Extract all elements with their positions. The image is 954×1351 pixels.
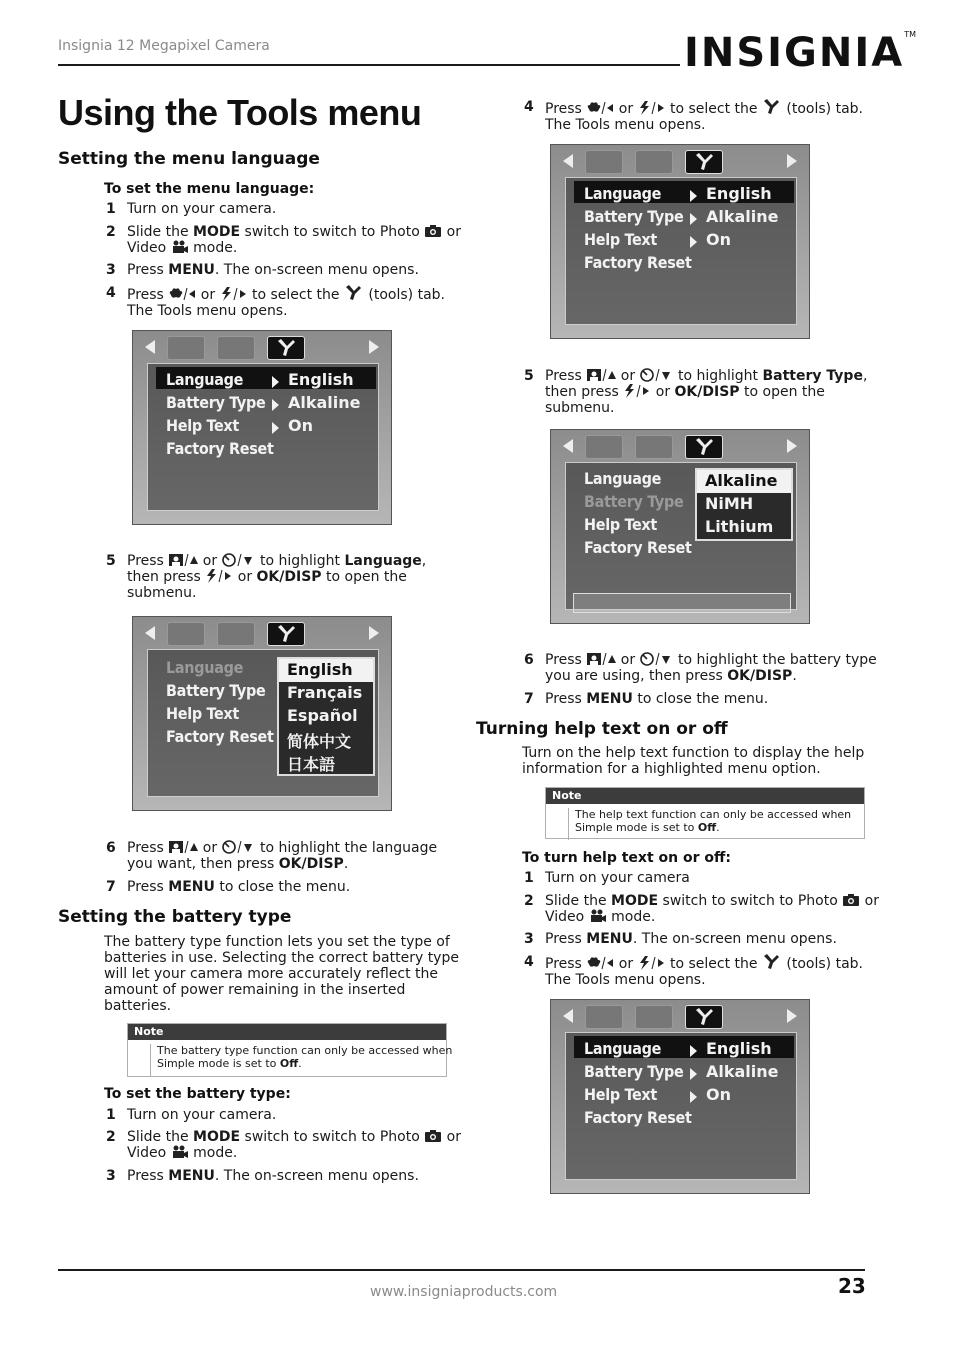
t: to highlight the battery type xyxy=(673,652,877,668)
step-text xyxy=(545,99,863,133)
menu-item-language: Language xyxy=(584,184,662,203)
battery-note xyxy=(127,1023,453,1077)
t: . The on-screen menu opens. xyxy=(214,262,419,278)
t: Press xyxy=(127,287,169,303)
left-arrow-icon xyxy=(563,154,573,168)
step-number: 3 xyxy=(524,931,534,947)
arrow-icon xyxy=(690,1091,697,1103)
menu-panel xyxy=(565,1032,797,1180)
help-note xyxy=(545,787,865,839)
t: or xyxy=(614,101,638,117)
menu-label: MENU xyxy=(168,879,215,895)
tools-icon xyxy=(762,99,782,115)
note-text xyxy=(150,1044,452,1076)
t: Press xyxy=(545,652,587,668)
t: to open the xyxy=(739,384,825,400)
note-label: Note xyxy=(128,1024,446,1040)
t: Video xyxy=(545,909,589,925)
camera-icon xyxy=(424,1129,442,1143)
step-number: 5 xyxy=(524,368,534,384)
menu-tab-bar xyxy=(551,145,809,177)
menu-item-factory-reset: Factory Reset xyxy=(166,439,274,458)
step-text: Turn on your camera. xyxy=(127,1107,277,1123)
arrow-icon xyxy=(690,236,697,248)
step-text xyxy=(545,893,879,925)
note-text xyxy=(568,808,851,840)
tools-tab xyxy=(685,150,723,174)
tools-icon xyxy=(686,436,722,458)
t: The Tools menu opens. xyxy=(127,303,288,319)
t: or xyxy=(614,956,638,972)
step-number: 7 xyxy=(106,879,116,895)
scene-tab xyxy=(635,1005,673,1029)
header-rule xyxy=(58,64,680,66)
menu-tab-bar xyxy=(551,1000,809,1032)
video-camera-icon xyxy=(171,1145,189,1159)
insignia-logo xyxy=(684,30,916,76)
t: (tools) tab. xyxy=(781,956,864,972)
menu-item-help-text: Help Text xyxy=(584,230,657,249)
t: submenu. xyxy=(545,400,615,416)
option-lithium: Lithium xyxy=(705,517,774,536)
help-intro xyxy=(522,745,864,777)
step-text xyxy=(127,1129,461,1161)
timer-down-icon xyxy=(640,368,674,382)
t: or xyxy=(442,224,461,240)
scene-tab xyxy=(217,622,255,646)
flash-right-icon xyxy=(638,101,666,115)
menu-label: MENU xyxy=(586,931,633,947)
flower-left-icon xyxy=(168,287,196,301)
t: Slide the xyxy=(545,893,612,909)
t: Video xyxy=(127,240,171,256)
portrait-up-icon xyxy=(168,553,198,567)
t: Press xyxy=(545,956,587,972)
t: or xyxy=(233,569,257,585)
tools-menu-screen-1 xyxy=(132,330,392,525)
t: Press xyxy=(127,553,169,569)
t: to close the menu. xyxy=(632,691,769,707)
tools-icon xyxy=(762,954,782,970)
step-text xyxy=(127,224,461,256)
value-language: English xyxy=(288,370,354,389)
t: . xyxy=(792,668,797,684)
t: or xyxy=(860,893,879,909)
t: or xyxy=(198,553,222,569)
value-battery-type: Alkaline xyxy=(288,393,361,412)
portrait-up-icon xyxy=(586,368,616,382)
step-text xyxy=(127,553,426,601)
section-heading-language: Setting the menu language xyxy=(58,149,320,169)
menu-tab-bar xyxy=(551,430,809,462)
t: or xyxy=(198,840,222,856)
menu-item-language: Language xyxy=(584,469,662,488)
t: Press xyxy=(545,931,587,947)
t: . xyxy=(343,856,349,872)
tools-tab xyxy=(267,336,305,360)
t: Video xyxy=(127,1145,171,1161)
step-text xyxy=(545,368,867,416)
arrow-icon xyxy=(690,213,697,225)
mode-label: MODE xyxy=(193,224,241,240)
t: to highlight xyxy=(255,553,345,569)
tools-icon xyxy=(686,1006,722,1028)
option-espanol: Español xyxy=(287,706,358,725)
note-label: Note xyxy=(546,788,864,804)
menu-item-language: Language xyxy=(584,1039,662,1058)
t: The Tools menu opens. xyxy=(545,972,706,988)
step-number: 2 xyxy=(524,893,534,909)
t: you want, then press xyxy=(127,856,279,872)
timer-down-icon xyxy=(222,840,256,854)
tools-icon xyxy=(268,623,304,645)
battery-submenu xyxy=(695,468,793,541)
menu-label: MENU xyxy=(168,1168,215,1184)
language-submenu-screen xyxy=(132,616,392,811)
t: Press xyxy=(545,101,587,117)
menu-item-language: Language xyxy=(166,658,244,677)
ok-disp-label: OK/DISP xyxy=(256,569,322,585)
t: to select the xyxy=(665,101,762,117)
value-help-text: On xyxy=(288,416,313,435)
t: , xyxy=(862,368,868,384)
t: . The on-screen menu opens. xyxy=(214,1168,419,1184)
step-text: Turn on your camera. xyxy=(127,201,277,217)
step-text: Turn on your camera xyxy=(545,870,690,886)
step-number: 1 xyxy=(524,870,534,886)
step-text xyxy=(545,652,877,684)
value-battery-type: Alkaline xyxy=(706,207,779,226)
t: Press xyxy=(545,691,587,707)
menu-label: MENU xyxy=(168,262,215,278)
tools-menu-screen-2 xyxy=(550,144,810,339)
t: or xyxy=(616,368,640,384)
photo-tab xyxy=(585,1005,623,1029)
left-arrow-icon xyxy=(145,340,155,354)
menu-item-language: Language xyxy=(166,370,244,389)
t: . xyxy=(716,821,720,834)
step-number: 5 xyxy=(106,553,116,569)
page-number: 23 xyxy=(838,1274,866,1298)
step-text xyxy=(127,262,419,278)
value-battery-type: Alkaline xyxy=(706,1062,779,1081)
value-help-text: On xyxy=(706,1085,731,1104)
logo-trademark: TM xyxy=(904,30,916,39)
photo-tab xyxy=(167,336,205,360)
option-chinese: 简体中文 xyxy=(287,732,352,751)
step-number: 2 xyxy=(106,224,116,240)
menu-panel xyxy=(565,177,797,325)
left-arrow-icon xyxy=(563,439,573,453)
section-heading-help: Turning help text on or off xyxy=(476,719,728,739)
menu-item-battery-type: Battery Type xyxy=(584,1062,684,1081)
value-help-text: On xyxy=(706,230,731,249)
menu-item-factory-reset: Factory Reset xyxy=(584,1108,692,1127)
t: to select the xyxy=(247,287,344,303)
step-text xyxy=(127,879,350,895)
menu-item-help-text: Help Text xyxy=(584,1085,657,1104)
t: mode. xyxy=(606,909,656,925)
battery-type-term: Battery Type xyxy=(762,368,863,384)
arrow-icon xyxy=(272,422,279,434)
tools-icon xyxy=(268,337,304,359)
step-number: 3 xyxy=(106,262,116,278)
ok-disp-label: OK/DISP xyxy=(727,668,793,684)
procedure-heading-battery: To set the battery type: xyxy=(104,1086,291,1102)
scene-tab xyxy=(635,435,673,459)
menu-item-help-text: Help Text xyxy=(166,704,239,723)
menu-item-help-text: Help Text xyxy=(584,515,657,534)
t: submenu. xyxy=(127,585,197,601)
step-text xyxy=(127,285,445,319)
t: will let your camera more accurately reflect the xyxy=(104,966,438,982)
help-bar xyxy=(573,593,791,613)
menu-item-battery-type: Battery Type xyxy=(584,207,684,226)
flash-right-icon xyxy=(638,956,666,970)
option-nimh: NiMH xyxy=(705,494,754,513)
t: Press xyxy=(127,262,169,278)
flash-right-icon xyxy=(205,569,233,583)
t: The help text function can only be accessed when xyxy=(575,808,852,821)
t: then press xyxy=(127,569,206,585)
video-camera-icon xyxy=(171,240,189,254)
footer-rule xyxy=(58,1269,865,1271)
ok-disp-label: OK/DISP xyxy=(278,856,344,872)
step-number: 1 xyxy=(106,1107,116,1123)
option-japanese: 日本語 xyxy=(287,755,336,774)
tools-tab xyxy=(267,622,305,646)
right-arrow-icon xyxy=(787,1009,797,1023)
menu-label: MENU xyxy=(586,691,633,707)
camera-icon xyxy=(424,224,442,238)
t: The battery type function lets you set the type of xyxy=(104,934,450,950)
t: to select the xyxy=(665,956,762,972)
logo-text: INSIGNIA xyxy=(684,30,905,76)
menu-item-factory-reset: Factory Reset xyxy=(584,538,692,557)
step-number: 2 xyxy=(106,1129,116,1145)
off-label: Off xyxy=(697,821,717,834)
t: to close the menu. xyxy=(214,879,351,895)
flash-right-icon xyxy=(220,287,248,301)
running-header-title: Insignia 12 Megapixel Camera xyxy=(58,38,270,54)
step-text xyxy=(127,840,437,872)
scene-tab xyxy=(635,150,673,174)
mode-label: MODE xyxy=(611,893,659,909)
t: Simple mode is set to xyxy=(157,1057,280,1070)
section-heading-battery: Setting the battery type xyxy=(58,907,292,927)
menu-item-help-text: Help Text xyxy=(166,416,239,435)
portrait-up-icon xyxy=(586,652,616,666)
t: switch to switch to Photo xyxy=(240,1129,425,1145)
video-camera-icon xyxy=(589,909,607,923)
t: then press xyxy=(545,384,624,400)
flower-left-icon xyxy=(586,101,614,115)
menu-item-factory-reset: Factory Reset xyxy=(166,727,274,746)
option-alkaline: Alkaline xyxy=(697,470,791,493)
left-arrow-icon xyxy=(563,1009,573,1023)
procedure-heading-help: To turn help text on or off: xyxy=(522,850,731,866)
step-number: 7 xyxy=(524,691,534,707)
t: or xyxy=(442,1129,461,1145)
t: The battery type function can only be accessed when xyxy=(157,1044,453,1057)
footer-url: www.insigniaproducts.com xyxy=(370,1284,558,1300)
tools-tab xyxy=(685,1005,723,1029)
flash-right-icon xyxy=(623,384,651,398)
right-arrow-icon xyxy=(787,154,797,168)
menu-item-battery-type: Battery Type xyxy=(584,492,684,511)
step-text xyxy=(545,691,768,707)
menu-item-battery-type: Battery Type xyxy=(166,393,266,412)
scene-tab xyxy=(217,336,255,360)
left-arrow-icon xyxy=(145,626,155,640)
language-submenu xyxy=(277,657,375,776)
t: to highlight the language xyxy=(255,840,438,856)
step-text xyxy=(545,954,863,988)
photo-tab xyxy=(167,622,205,646)
ok-disp-label: OK/DISP xyxy=(674,384,740,400)
right-arrow-icon xyxy=(787,439,797,453)
step-number: 6 xyxy=(106,840,116,856)
t: to open the xyxy=(321,569,407,585)
t: . The on-screen menu opens. xyxy=(632,931,837,947)
arrow-icon xyxy=(690,190,697,202)
t: amount of power remaining in the inserted xyxy=(104,982,406,998)
right-arrow-icon xyxy=(369,626,379,640)
t: switch to switch to Photo xyxy=(240,224,425,240)
arrow-icon xyxy=(690,1045,697,1057)
t: The Tools menu opens. xyxy=(545,117,706,133)
t: you are using, then press xyxy=(545,668,728,684)
menu-tab-bar xyxy=(133,617,391,649)
t: mode. xyxy=(188,1145,238,1161)
menu-tab-bar xyxy=(133,331,391,363)
t: , xyxy=(421,553,427,569)
t: Press xyxy=(545,368,587,384)
t: (tools) tab. xyxy=(363,287,446,303)
tools-tab xyxy=(685,435,723,459)
arrow-icon xyxy=(272,376,279,388)
t: or xyxy=(196,287,220,303)
t: Slide the xyxy=(127,224,194,240)
timer-down-icon xyxy=(222,553,256,567)
t: Slide the xyxy=(127,1129,194,1145)
battery-intro xyxy=(104,934,459,1014)
t: . xyxy=(298,1057,302,1070)
step-text xyxy=(545,931,837,947)
t: Press xyxy=(127,1168,169,1184)
step-number: 4 xyxy=(106,285,116,301)
timer-down-icon xyxy=(640,652,674,666)
option-francais: Français xyxy=(287,683,363,702)
procedure-heading-language: To set the menu language: xyxy=(104,181,315,197)
value-language: English xyxy=(706,1039,772,1058)
mode-label: MODE xyxy=(193,1129,241,1145)
menu-item-battery-type: Battery Type xyxy=(166,681,266,700)
page-title: Using the Tools menu xyxy=(58,92,422,133)
step-number: 1 xyxy=(106,201,116,217)
menu-item-factory-reset: Factory Reset xyxy=(584,253,692,272)
arrow-icon xyxy=(272,399,279,411)
t: to highlight xyxy=(673,368,763,384)
t: or xyxy=(616,652,640,668)
t: switch to switch to Photo xyxy=(658,893,843,909)
battery-submenu-screen xyxy=(550,429,810,624)
menu-panel xyxy=(147,363,379,511)
t: batteries. xyxy=(104,998,172,1014)
t: Simple mode is set to xyxy=(575,821,698,834)
t: or xyxy=(651,384,675,400)
step-number: 6 xyxy=(524,652,534,668)
arrow-icon xyxy=(690,1068,697,1080)
t: mode. xyxy=(188,240,238,256)
photo-tab xyxy=(585,435,623,459)
t: Press xyxy=(127,879,169,895)
option-english: English xyxy=(279,659,373,682)
off-label: Off xyxy=(279,1057,299,1070)
photo-tab xyxy=(585,150,623,174)
flower-left-icon xyxy=(586,956,614,970)
t: Turn on the help text function to display the help xyxy=(522,745,865,761)
camera-icon xyxy=(842,893,860,907)
portrait-up-icon xyxy=(168,840,198,854)
step-text xyxy=(127,1168,419,1184)
t: Press xyxy=(127,840,169,856)
value-language: English xyxy=(706,184,772,203)
t: batteries in use. Selecting the correct battery type xyxy=(104,950,459,966)
t: (tools) tab. xyxy=(781,101,864,117)
tools-icon xyxy=(686,151,722,173)
t: information for a highlighted menu option. xyxy=(522,761,821,777)
step-number: 4 xyxy=(524,954,534,970)
step-number: 3 xyxy=(106,1168,116,1184)
tools-icon xyxy=(344,285,364,301)
language-term: Language xyxy=(344,553,422,569)
right-arrow-icon xyxy=(369,340,379,354)
step-number: 4 xyxy=(524,99,534,115)
tools-menu-screen-3 xyxy=(550,999,810,1194)
